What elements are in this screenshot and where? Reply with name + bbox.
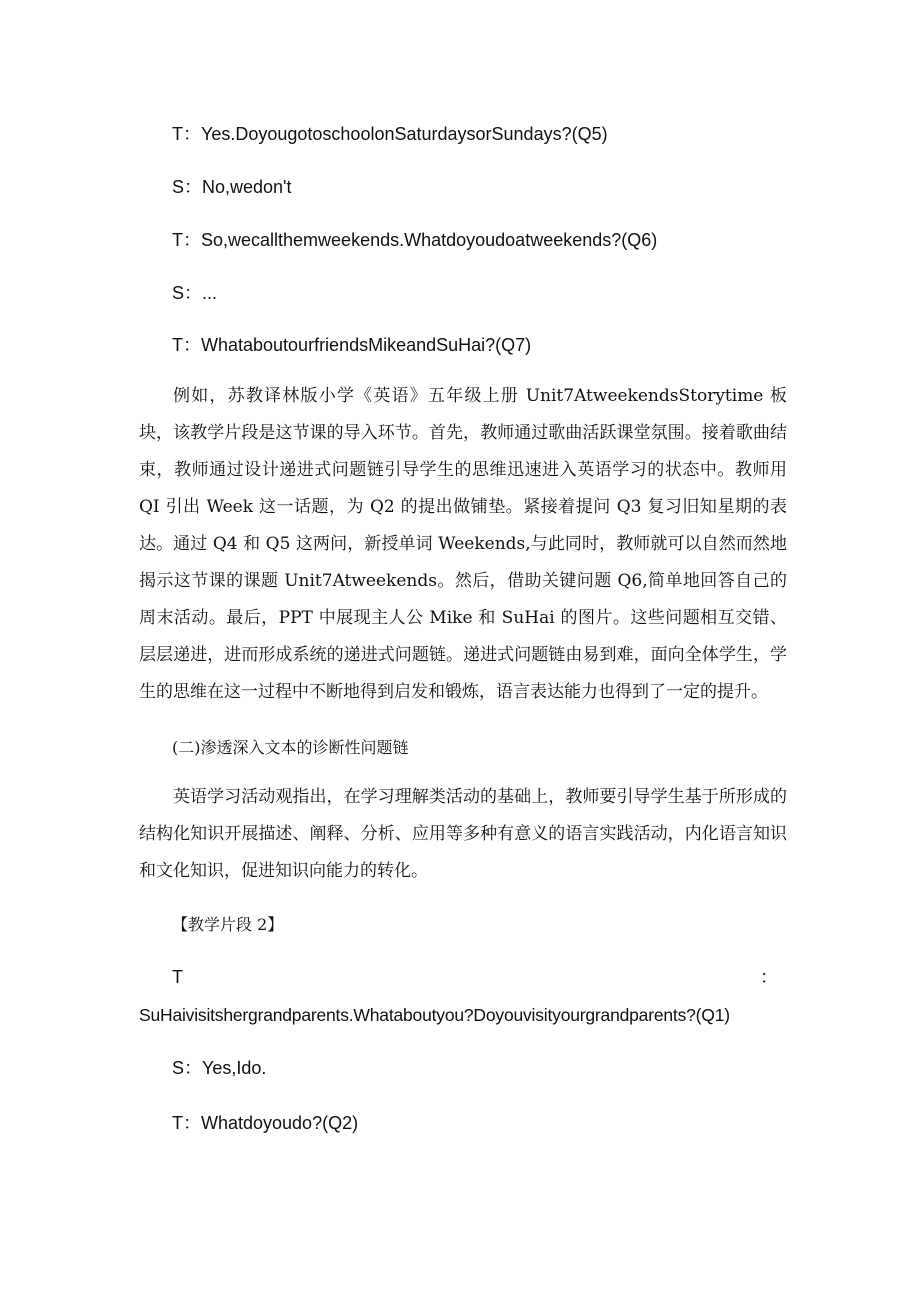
dialog-line-q1: SuHaivisitshergrandparents.Whataboutyou?Doyouvisityourgrandparents?(Q1) <box>139 1005 730 1025</box>
dialog-line-reply: S：No,wedon't <box>172 177 292 197</box>
dialog-speaker-t: T <box>172 967 183 987</box>
dialog-line-q5: T：Yes.DoyougotoschoolonSaturdaysorSundays?(Q5) <box>172 124 608 144</box>
dialog-speaker-colon: ： <box>760 967 778 987</box>
section-heading: (二)渗透深入文本的诊断性问题链 <box>172 738 409 757</box>
segment-label: 【教学片段 2】 <box>172 915 284 934</box>
dialog-line-ellipsis: S：... <box>172 283 218 303</box>
dialog-line-q6: T：So,wecallthemweekends.Whatdoyoudoatweekends?(Q6) <box>172 230 658 250</box>
paragraph-activity-view: 英语学习活动观指出，在学习理解类活动的基础上，教师要引导学生基于所形成的结构化知识开展描述、阐释、分析、应用等多种有意义的语言实践活动，内化语言知识和文化知识，促进知识向能力的转化。 <box>139 787 787 881</box>
paragraph-example: 例如，苏教译林版小学《英语》五年级上册 Unit7AtweekendsStorytime 板块，该教学片段是这节课的导入环节。首先，教师通过歌曲活跃课堂氛围。接着歌曲结束，教师通过设计递进式问题链引导学生的思维迅速进入英语学习的状态中。教师用 QI 引出 Week 这一话题，为 Q2 的提出做铺垫。紧接着提问 Q3 复习旧知星期的表达。通过 Q4 和 Q5 这两问，新授单词 Weekends,与此同时，教师就可以自然而然地揭示这节课的课题 Unit7Atweekends。然后，借助关键问题 Q6,简单地回答自己的周末活动。最后，PPT 中展现主人公 Mike 和 SuHai 的图片。这些问题相互交错、层层递进，进而形成系统的递进式问题链。递进式问题链由易到难，面向全体学生，学生的思维在这一过程中不断地得到启发和锻炼，语言表达能力也得到了一定的提升。 <box>139 386 787 702</box>
dialog-line-q2: T：Whatdoyoudo?(Q2) <box>172 1113 359 1133</box>
dialog-line-q7: T：WhataboutourfriendsMikeandSuHai?(Q7) <box>172 335 532 355</box>
dialog-line-reply-yes: S：Yes,Ido. <box>172 1058 267 1078</box>
